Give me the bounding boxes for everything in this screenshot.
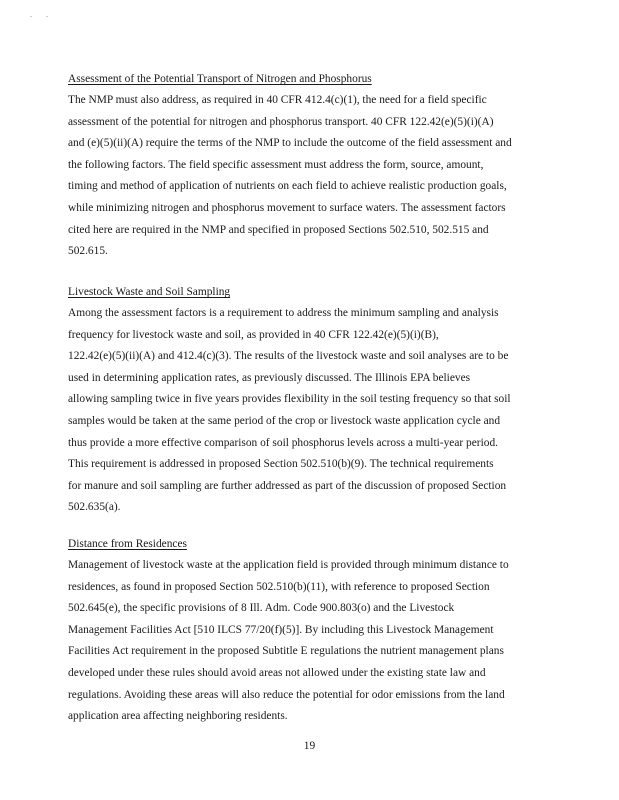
body-line: Among the assessment factors is a requirement to address the minimum sampling and analysis bbox=[68, 307, 499, 319]
section-heading: Livestock Waste and Soil Sampling bbox=[68, 286, 231, 298]
body-line: residences, as found in proposed Section 502.510(b)(11), with reference to proposed Section bbox=[68, 580, 490, 593]
body-line: assessment of the potential for nitrogen and phosphorus transport. 40 CFR 122.42(e)(5)(i)(A) bbox=[68, 115, 494, 128]
body-line: application area affecting neighboring residents. bbox=[68, 710, 288, 723]
body-line: Facilities Act requirement in the proposed Subtitle E regulations the nutrient management plans bbox=[68, 645, 504, 658]
body-line: frequency for livestock waste and soil, as provided in 40 CFR 122.42(e)(5)(i)(B), bbox=[68, 328, 439, 341]
body-line: regulations. Avoiding these areas will also reduce the potential for odor emissions from the land bbox=[68, 688, 505, 701]
section-heading: Assessment of the Potential Transport of Nitrogen and Phosphorus bbox=[68, 73, 372, 85]
body-line: This requirement is addressed in proposed Section 502.510(b)(9). The technical requirements bbox=[68, 458, 494, 471]
body-line: Management of livestock waste at the application field is provided through minimum distance to bbox=[68, 559, 509, 571]
body-line: The NMP must also address, as required in 40 CFR 412.4(c)(1), the need for a field specific bbox=[68, 94, 487, 106]
section-body bbox=[68, 303, 546, 519]
body-line: Management Facilities Act [510 ILCS 77/20(f)(5)]. By including this Livestock Management bbox=[68, 623, 494, 636]
body-line: 502.645(e), the specific provisions of 8 Ill. Adm. Code 900.803(o) and the Livestock bbox=[68, 602, 455, 615]
scan-corner-mark: . . bbox=[30, 10, 54, 19]
body-line: cited here are required in the NMP and specified in proposed Sections 502.510, 502.515 and bbox=[68, 223, 489, 236]
page-number: 19 bbox=[303, 740, 316, 752]
section-body bbox=[68, 555, 546, 728]
section-waste-soil-sampling bbox=[68, 284, 546, 519]
body-line: thus provide a more effective comparison of soil phosphorus levels across a multi-year period. bbox=[68, 436, 498, 449]
body-line: developed under these rules should avoid areas not allowed under the existing state law and bbox=[68, 666, 486, 679]
section-body bbox=[68, 90, 546, 263]
section-nutrient-transport bbox=[68, 71, 546, 263]
body-line: 502.635(a). bbox=[68, 501, 121, 514]
body-line: 502.615. bbox=[68, 245, 108, 258]
body-line: for manure and soil sampling are further addressed as part of the discussion of proposed Section bbox=[68, 479, 507, 492]
section-heading: Distance from Residences bbox=[68, 538, 187, 550]
section-distance-residences bbox=[68, 536, 546, 728]
body-line: allowing sampling twice in five years provides flexibility in the soil testing frequency so that soil bbox=[68, 393, 511, 406]
body-line: while minimizing nitrogen and phosphorus movement to surface waters. The assessment factors bbox=[68, 201, 506, 214]
body-line: 122.42(e)(5)(ii)(A) and 412.4(c)(3). The results of the livestock waste and soil analyses are to be bbox=[68, 350, 509, 363]
body-line: samples would be taken at the same period of the crop or livestock waste application cycle and bbox=[68, 414, 501, 427]
body-line: and (e)(5)(ii)(A) require the terms of the NMP to include the outcome of the field assessment and bbox=[68, 137, 512, 150]
body-line: timing and method of application of nutrients on each field to achieve realistic production goals, bbox=[68, 180, 507, 193]
body-line: the following factors. The field specific assessment must address the form, source, amount, bbox=[68, 158, 484, 171]
body-line: used in determining application rates, as previously discussed. The Illinois EPA believes bbox=[68, 371, 471, 384]
